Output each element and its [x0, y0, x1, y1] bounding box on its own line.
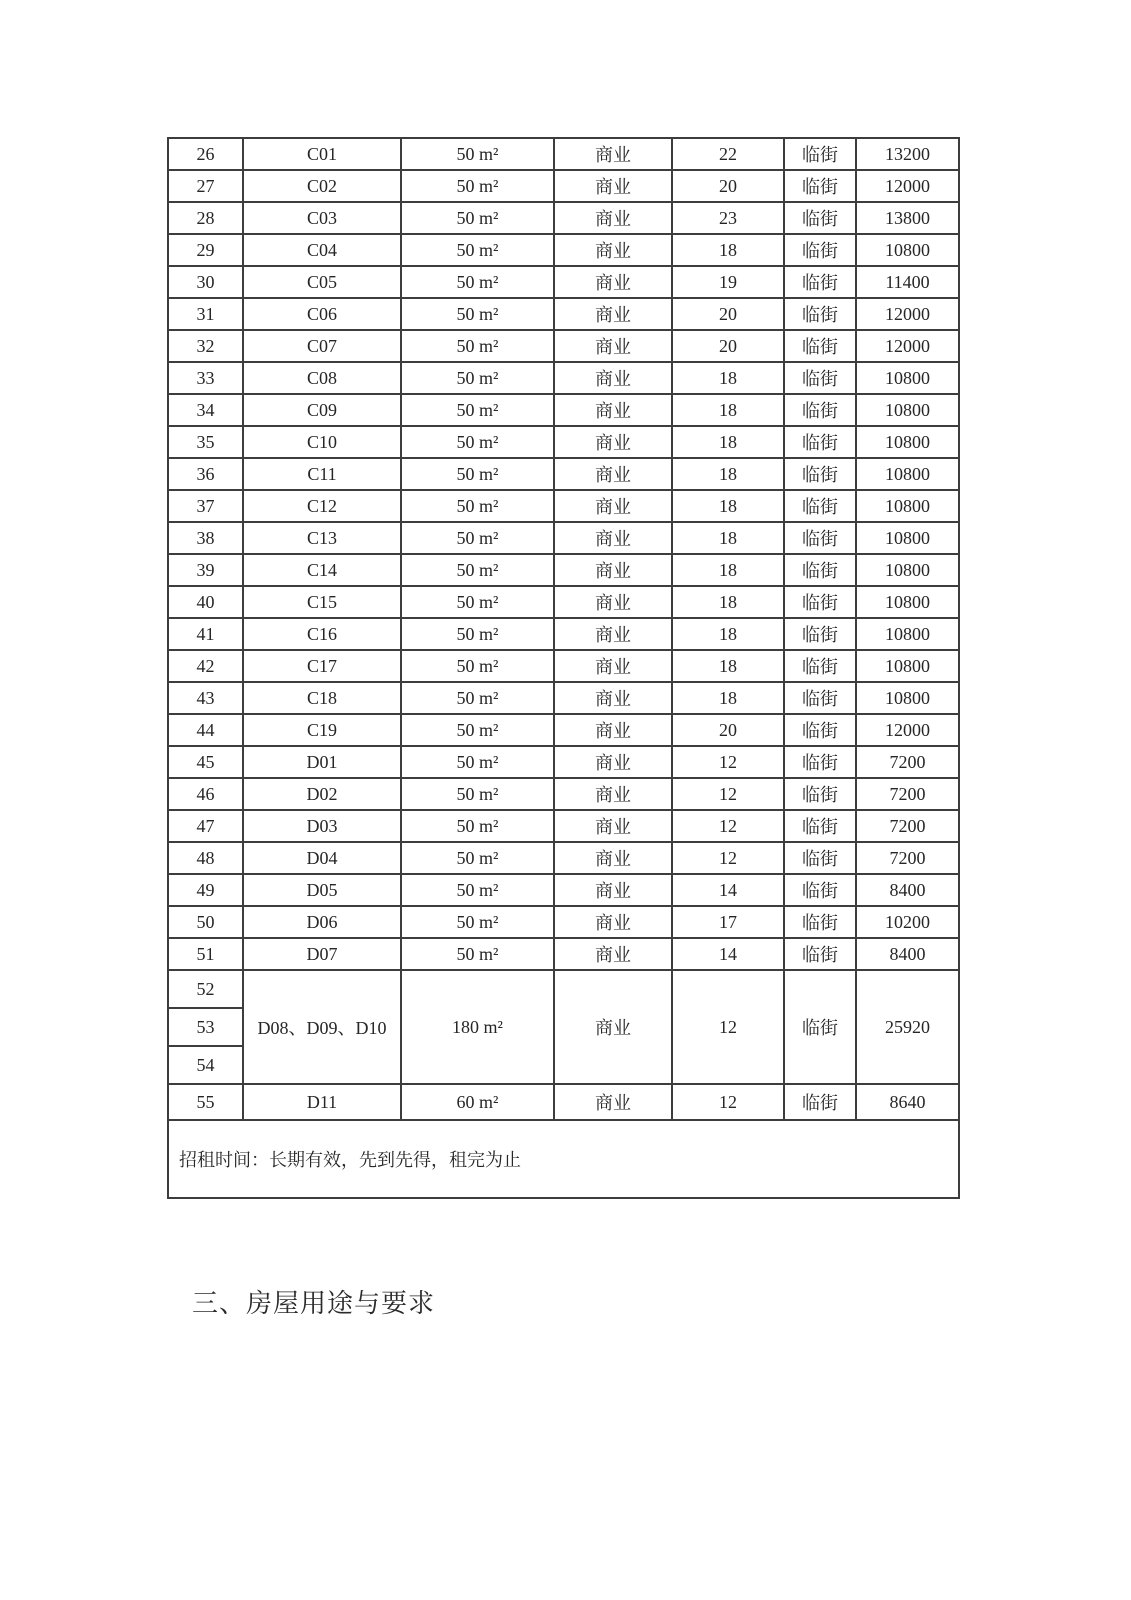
area-cell: 50 m²: [401, 714, 554, 746]
unit-cell: D07: [243, 938, 401, 970]
usage-cell: 商业: [554, 938, 672, 970]
price-cell: 7200: [856, 842, 959, 874]
area-cell: 50 m²: [401, 170, 554, 202]
table-row: [168, 682, 959, 714]
usage-cell: 商业: [554, 970, 672, 1084]
unit-cell: C17: [243, 650, 401, 682]
usage-cell: 商业: [554, 170, 672, 202]
count-cell: 18: [672, 234, 784, 266]
count-cell: 18: [672, 362, 784, 394]
count-cell: 18: [672, 394, 784, 426]
rental-units-table: [167, 137, 960, 1199]
area-cell: 180 m²: [401, 970, 554, 1084]
unit-cell: D01: [243, 746, 401, 778]
usage-cell: 商业: [554, 426, 672, 458]
count-cell: 22: [672, 138, 784, 170]
row-number-cell: 39: [168, 554, 243, 586]
row-number-cell: 51: [168, 938, 243, 970]
location-cell: 临街: [784, 170, 856, 202]
count-cell: 23: [672, 202, 784, 234]
location-cell: 临街: [784, 458, 856, 490]
usage-cell: 商业: [554, 458, 672, 490]
usage-cell: 商业: [554, 810, 672, 842]
location-cell: 临街: [784, 586, 856, 618]
area-cell: 50 m²: [401, 234, 554, 266]
price-cell: 7200: [856, 778, 959, 810]
row-number-cell: 44: [168, 714, 243, 746]
row-number-cell: 52: [168, 970, 243, 1008]
area-cell: 50 m²: [401, 618, 554, 650]
table-row: [168, 522, 959, 554]
area-cell: 50 m²: [401, 682, 554, 714]
unit-cell: C12: [243, 490, 401, 522]
table-row: [168, 970, 959, 1008]
table-row: [168, 618, 959, 650]
table-row: [168, 138, 959, 170]
usage-cell: 商业: [554, 362, 672, 394]
count-cell: 18: [672, 554, 784, 586]
location-cell: 临街: [784, 554, 856, 586]
count-cell: 12: [672, 810, 784, 842]
price-cell: 10800: [856, 618, 959, 650]
area-cell: 50 m²: [401, 938, 554, 970]
table-row: [168, 874, 959, 906]
unit-cell: C10: [243, 426, 401, 458]
count-cell: 17: [672, 906, 784, 938]
unit-cell: D03: [243, 810, 401, 842]
area-cell: 50 m²: [401, 554, 554, 586]
usage-cell: 商业: [554, 490, 672, 522]
location-cell: 临街: [784, 714, 856, 746]
table-row: [168, 1120, 959, 1198]
area-cell: 50 m²: [401, 266, 554, 298]
price-cell: 8400: [856, 938, 959, 970]
unit-cell: C11: [243, 458, 401, 490]
usage-cell: 商业: [554, 234, 672, 266]
usage-cell: 商业: [554, 202, 672, 234]
usage-cell: 商业: [554, 906, 672, 938]
row-number-cell: 26: [168, 138, 243, 170]
row-number-cell: 36: [168, 458, 243, 490]
count-cell: 20: [672, 330, 784, 362]
price-cell: 10800: [856, 682, 959, 714]
area-cell: 50 m²: [401, 458, 554, 490]
location-cell: 临街: [784, 906, 856, 938]
usage-cell: 商业: [554, 586, 672, 618]
location-cell: 临街: [784, 394, 856, 426]
price-cell: 10800: [856, 586, 959, 618]
area-cell: 50 m²: [401, 426, 554, 458]
row-number-cell: 31: [168, 298, 243, 330]
table-row: [168, 714, 959, 746]
price-cell: 10800: [856, 426, 959, 458]
table-row: [168, 554, 959, 586]
location-cell: 临街: [784, 778, 856, 810]
unit-cell: C18: [243, 682, 401, 714]
table-row: [168, 202, 959, 234]
location-cell: 临街: [784, 138, 856, 170]
location-cell: 临街: [784, 330, 856, 362]
price-cell: 10800: [856, 650, 959, 682]
location-cell: 临街: [784, 202, 856, 234]
price-cell: 10800: [856, 362, 959, 394]
usage-cell: 商业: [554, 330, 672, 362]
location-cell: 临街: [784, 970, 856, 1084]
table-row: [168, 586, 959, 618]
location-cell: 临街: [784, 682, 856, 714]
usage-cell: 商业: [554, 874, 672, 906]
count-cell: 18: [672, 586, 784, 618]
area-cell: 50 m²: [401, 746, 554, 778]
area-cell: 60 m²: [401, 1084, 554, 1120]
count-cell: 18: [672, 426, 784, 458]
unit-cell: C03: [243, 202, 401, 234]
unit-cell: C05: [243, 266, 401, 298]
usage-cell: 商业: [554, 650, 672, 682]
table-row: [168, 266, 959, 298]
price-cell: 7200: [856, 810, 959, 842]
count-cell: 18: [672, 650, 784, 682]
unit-cell: C06: [243, 298, 401, 330]
count-cell: 20: [672, 298, 784, 330]
row-number-cell: 47: [168, 810, 243, 842]
area-cell: 50 m²: [401, 586, 554, 618]
table-row: [168, 906, 959, 938]
row-number-cell: 54: [168, 1046, 243, 1084]
unit-cell: C04: [243, 234, 401, 266]
row-number-cell: 49: [168, 874, 243, 906]
usage-cell: 商业: [554, 714, 672, 746]
price-cell: 10800: [856, 458, 959, 490]
table-row: [168, 426, 959, 458]
unit-cell: C14: [243, 554, 401, 586]
usage-cell: 商业: [554, 522, 672, 554]
price-cell: 12000: [856, 714, 959, 746]
row-number-cell: 42: [168, 650, 243, 682]
table-row: [168, 362, 959, 394]
location-cell: 临街: [784, 618, 856, 650]
row-number-cell: 43: [168, 682, 243, 714]
table-row: [168, 458, 959, 490]
area-cell: 50 m²: [401, 778, 554, 810]
rental-table-body: [168, 138, 959, 1198]
usage-cell: 商业: [554, 1084, 672, 1120]
table-row: [168, 938, 959, 970]
count-cell: 14: [672, 874, 784, 906]
area-cell: 50 m²: [401, 842, 554, 874]
row-number-cell: 46: [168, 778, 243, 810]
count-cell: 18: [672, 682, 784, 714]
table-row: [168, 778, 959, 810]
usage-cell: 商业: [554, 778, 672, 810]
count-cell: 20: [672, 170, 784, 202]
location-cell: 临街: [784, 362, 856, 394]
usage-cell: 商业: [554, 298, 672, 330]
area-cell: 50 m²: [401, 138, 554, 170]
area-cell: 50 m²: [401, 362, 554, 394]
table-row: [168, 746, 959, 778]
price-cell: 12000: [856, 170, 959, 202]
location-cell: 临街: [784, 650, 856, 682]
count-cell: 12: [672, 1084, 784, 1120]
count-cell: 14: [672, 938, 784, 970]
unit-cell: D02: [243, 778, 401, 810]
usage-cell: 商业: [554, 746, 672, 778]
area-cell: 50 m²: [401, 810, 554, 842]
location-cell: 临街: [784, 298, 856, 330]
count-cell: 20: [672, 714, 784, 746]
area-cell: 50 m²: [401, 874, 554, 906]
unit-cell: C13: [243, 522, 401, 554]
count-cell: 18: [672, 522, 784, 554]
usage-cell: 商业: [554, 138, 672, 170]
table-row: [168, 842, 959, 874]
location-cell: 临街: [784, 1084, 856, 1120]
row-number-cell: 41: [168, 618, 243, 650]
usage-cell: 商业: [554, 682, 672, 714]
location-cell: 临街: [784, 522, 856, 554]
row-number-cell: 55: [168, 1084, 243, 1120]
row-number-cell: 40: [168, 586, 243, 618]
count-cell: 19: [672, 266, 784, 298]
price-cell: 10800: [856, 490, 959, 522]
price-cell: 11400: [856, 266, 959, 298]
usage-cell: 商业: [554, 394, 672, 426]
table-row: [168, 1084, 959, 1120]
price-cell: 10800: [856, 554, 959, 586]
unit-cell: C09: [243, 394, 401, 426]
row-number-cell: 34: [168, 394, 243, 426]
row-number-cell: 48: [168, 842, 243, 874]
price-cell: 10800: [856, 522, 959, 554]
area-cell: 50 m²: [401, 490, 554, 522]
row-number-cell: 50: [168, 906, 243, 938]
table-row: [168, 298, 959, 330]
row-number-cell: 27: [168, 170, 243, 202]
price-cell: 8400: [856, 874, 959, 906]
rental-period-note: 招租时间：长期有效，先到先得，租完为止: [168, 1120, 959, 1198]
area-cell: 50 m²: [401, 298, 554, 330]
row-number-cell: 28: [168, 202, 243, 234]
unit-cell: C19: [243, 714, 401, 746]
table-row: [168, 650, 959, 682]
location-cell: 临街: [784, 746, 856, 778]
usage-cell: 商业: [554, 842, 672, 874]
count-cell: 18: [672, 490, 784, 522]
price-cell: 10800: [856, 234, 959, 266]
row-number-cell: 38: [168, 522, 243, 554]
row-number-cell: 32: [168, 330, 243, 362]
location-cell: 临街: [784, 874, 856, 906]
location-cell: 临街: [784, 426, 856, 458]
usage-cell: 商业: [554, 266, 672, 298]
location-cell: 临街: [784, 266, 856, 298]
usage-cell: 商业: [554, 618, 672, 650]
count-cell: 12: [672, 842, 784, 874]
unit-cell: D06: [243, 906, 401, 938]
unit-cell: C15: [243, 586, 401, 618]
count-cell: 12: [672, 746, 784, 778]
count-cell: 18: [672, 618, 784, 650]
price-cell: 10800: [856, 394, 959, 426]
price-cell: 10200: [856, 906, 959, 938]
price-cell: 12000: [856, 330, 959, 362]
unit-cell: C02: [243, 170, 401, 202]
row-number-cell: 37: [168, 490, 243, 522]
row-number-cell: 30: [168, 266, 243, 298]
row-number-cell: 29: [168, 234, 243, 266]
section-heading: 三、房屋用途与要求: [192, 1289, 436, 1318]
unit-cell: C08: [243, 362, 401, 394]
price-cell: 8640: [856, 1084, 959, 1120]
price-cell: 7200: [856, 746, 959, 778]
unit-cell: D05: [243, 874, 401, 906]
count-cell: 12: [672, 970, 784, 1084]
price-cell: 25920: [856, 970, 959, 1084]
unit-cell: D08、D09、D10: [243, 970, 401, 1084]
unit-cell: D04: [243, 842, 401, 874]
location-cell: 临街: [784, 938, 856, 970]
price-cell: 13800: [856, 202, 959, 234]
area-cell: 50 m²: [401, 522, 554, 554]
location-cell: 临街: [784, 490, 856, 522]
row-number-cell: 45: [168, 746, 243, 778]
count-cell: 18: [672, 458, 784, 490]
location-cell: 临街: [784, 842, 856, 874]
area-cell: 50 m²: [401, 394, 554, 426]
row-number-cell: 35: [168, 426, 243, 458]
unit-cell: C07: [243, 330, 401, 362]
price-cell: 13200: [856, 138, 959, 170]
count-cell: 12: [672, 778, 784, 810]
table-row: [168, 330, 959, 362]
area-cell: 50 m²: [401, 906, 554, 938]
location-cell: 临街: [784, 810, 856, 842]
table-row: [168, 394, 959, 426]
area-cell: 50 m²: [401, 202, 554, 234]
area-cell: 50 m²: [401, 650, 554, 682]
table-row: [168, 170, 959, 202]
unit-cell: D11: [243, 1084, 401, 1120]
table-row: [168, 810, 959, 842]
row-number-cell: 53: [168, 1008, 243, 1046]
unit-cell: C01: [243, 138, 401, 170]
row-number-cell: 33: [168, 362, 243, 394]
location-cell: 临街: [784, 234, 856, 266]
usage-cell: 商业: [554, 554, 672, 586]
table-row: [168, 234, 959, 266]
table-row: [168, 490, 959, 522]
unit-cell: C16: [243, 618, 401, 650]
price-cell: 12000: [856, 298, 959, 330]
area-cell: 50 m²: [401, 330, 554, 362]
